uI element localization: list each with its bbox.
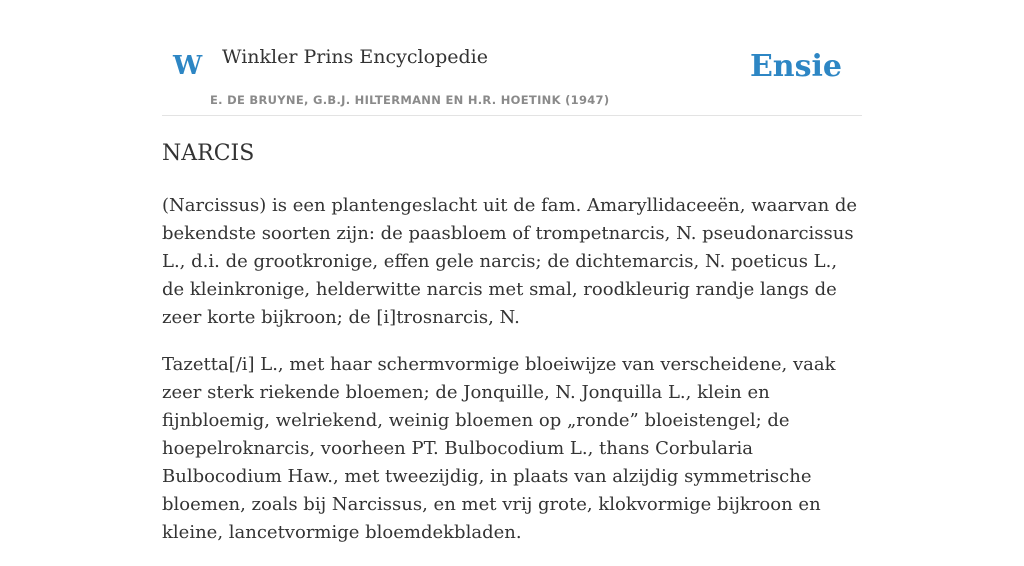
page-container: [162, 0, 862, 543]
site-header: [162, 0, 862, 116]
entry-body: [162, 192, 862, 566]
entry-paragraph: Tazetta[/i] L., met haar schermvormige bloeiwijze van verscheidene, vaak zeer sterk riekende bloemen; de Jonquille, N. Jonquilla L., klein en fijnbloemig, welriekend, weinig bloemen op „ronde” bloeistengel; de hoepelroknarcis, voorheen PT. Bulbocodium L., thans Corbularia Bulbocodium Haw., met tweezijdig, in plaats van alzijdig symmetrische bloemen, zoals bij Narcissus, en met vrij grote, klokvormige bijkroon en kleine, lancetvormige bloemdekbladen.: [162, 354, 836, 543]
logo-w-icon[interactable]: W: [173, 51, 203, 81]
authors-line: E. DE BRUYNE, G.B.J. HILTERMANN EN H.R. HOETINK (1947): [210, 93, 610, 107]
entry-title: NARCIS: [162, 141, 255, 166]
entry-paragraph: (Narcissus) is een plantengeslacht uit de fam. Amaryllidaceeën, waarvan de bekendste soorten zijn: de paasbloem of trompetnarcis, N. pseudonarcissus L., d.i. de grootkronige, effen gele narcis; de dichtemarcis, N. poeticus L., de kleinkronige, helderwitte narcis met smal, roodkleurig randje langs de zeer korte bijkroon; de [i]trosnarcis, N.: [162, 195, 858, 328]
site-title-link[interactable]: Winkler Prins Encyclopedie: [222, 46, 488, 68]
ensie-logo[interactable]: Ensie: [749, 49, 842, 84]
